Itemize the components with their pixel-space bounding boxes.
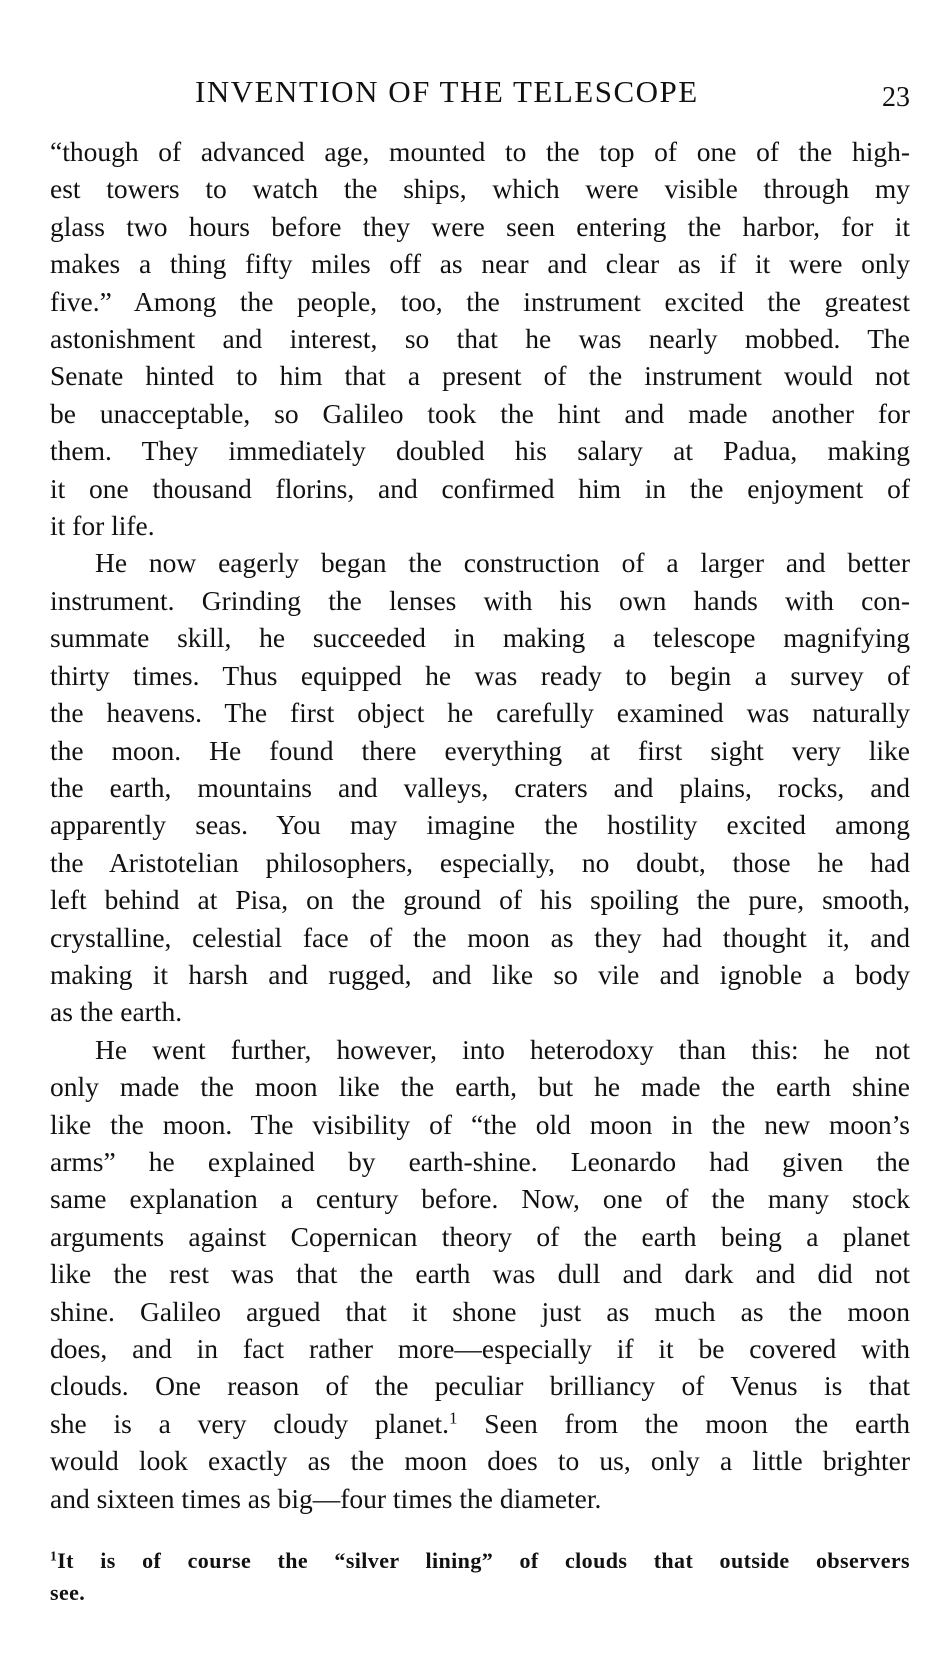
text-line: clouds. One reason of the peculiar brilliancy of Venus is that [50, 1370, 910, 1402]
text-line: He went further, however, into heterodoxy than this: he not [95, 1033, 910, 1065]
text-line: arms” he explained by earth-shine. Leonardo had given the [50, 1145, 910, 1177]
text-line: shine. Galileo argued that it shone just as much as the moon [50, 1295, 910, 1327]
text-line: instrument. Grinding the lenses with his own hands with con- [50, 584, 910, 616]
text-line: thirty times. Thus equipped he was ready to begin a survey of [50, 659, 910, 691]
text-segment: Seen from the moon the earth [457, 1407, 910, 1439]
text-line: making it harsh and rugged, and like so vile and ignoble a body [50, 958, 910, 990]
text-line: est towers to watch the ships, which were visible through my [50, 173, 910, 205]
text-line: as the earth. [50, 996, 183, 1028]
text-line: Senate hinted to him that a present of the instrument would not [50, 360, 910, 392]
text-line: arguments against Copernican theory of the earth being a planet [50, 1220, 910, 1252]
text-line: and sixteen times as big—four times the diameter. [50, 1482, 602, 1514]
text-line: apparently seas. You may imagine the hostility excited among [50, 809, 910, 841]
text-line-with-footnote-ref [50, 1405, 910, 1442]
text-line: would look exactly as the moon does to us, only a little brighter [50, 1445, 910, 1477]
text-line: it for life. [50, 510, 155, 542]
footnote-line: see. [50, 1580, 86, 1605]
running-title: INVENTION OF THE TELESCOPE [195, 74, 699, 109]
text-line: He now eagerly began the construction of a larger and better [95, 547, 910, 579]
footnote [50, 1545, 910, 1609]
paragraph-1 [50, 133, 910, 544]
running-head [50, 74, 910, 124]
paragraph-2 [50, 544, 910, 1030]
text-line: the earth, mountains and valleys, craters and plains, rocks, and [50, 771, 910, 803]
text-line: like the rest was that the earth was dull and dark and did not [50, 1258, 910, 1290]
text-line: “though of advanced age, mounted to the top of one of the high- [50, 136, 910, 167]
body-text [50, 133, 910, 1517]
text-line: like the moon. The visibility of “the old moon in the new moon’s [50, 1108, 910, 1140]
text-line: crystalline, celestial face of the moon as they had thought it, and [50, 921, 910, 953]
text-line: left behind at Pisa, on the ground of his spoiling the pure, smooth, [50, 884, 910, 916]
footnote-text: It is of course the “silver lining” of clouds that outside observers [57, 1548, 910, 1573]
text-line: it one thousand florins, and confirmed him in the enjoyment of [50, 472, 910, 504]
text-line: the moon. He found there everything at first sight very like [50, 734, 910, 766]
text-line: astonishment and interest, so that he was nearly mobbed. The [50, 323, 910, 355]
page-number: 23 [882, 82, 910, 113]
paragraph-3 [50, 1031, 910, 1517]
text-line: be unacceptable, so Galileo took the hint and made another for [50, 397, 910, 429]
text-line: glass two hours before they were seen entering the harbor, for it [50, 210, 910, 242]
text-line: same explanation a century before. Now, one of the many stock [50, 1183, 910, 1215]
text-line: the Aristotelian philosophers, especially, no doubt, those he had [50, 846, 910, 878]
text-line: only made the moon like the earth, but he made the earth shine [50, 1071, 910, 1103]
footnote-line [50, 1545, 910, 1577]
text-line: the heavens. The first object he carefully examined was naturally [50, 697, 910, 729]
text-line: makes a thing fifty miles off as near and clear as if it were only [50, 248, 910, 280]
text-line: them. They immediately doubled his salary at Padua, making [50, 435, 910, 467]
text-segment: she is a very cloudy planet. [50, 1407, 449, 1439]
footnote-reference: 1 [448, 1408, 458, 1428]
text-line: summate skill, he succeeded in making a telescope magnifying [50, 622, 910, 654]
text-line: does, and in fact rather more—especially if it be covered with [50, 1333, 910, 1364]
text-line: five.” Among the people, too, the instrument excited the greatest [50, 285, 910, 317]
footnote-marker: 1 [50, 1548, 58, 1564]
